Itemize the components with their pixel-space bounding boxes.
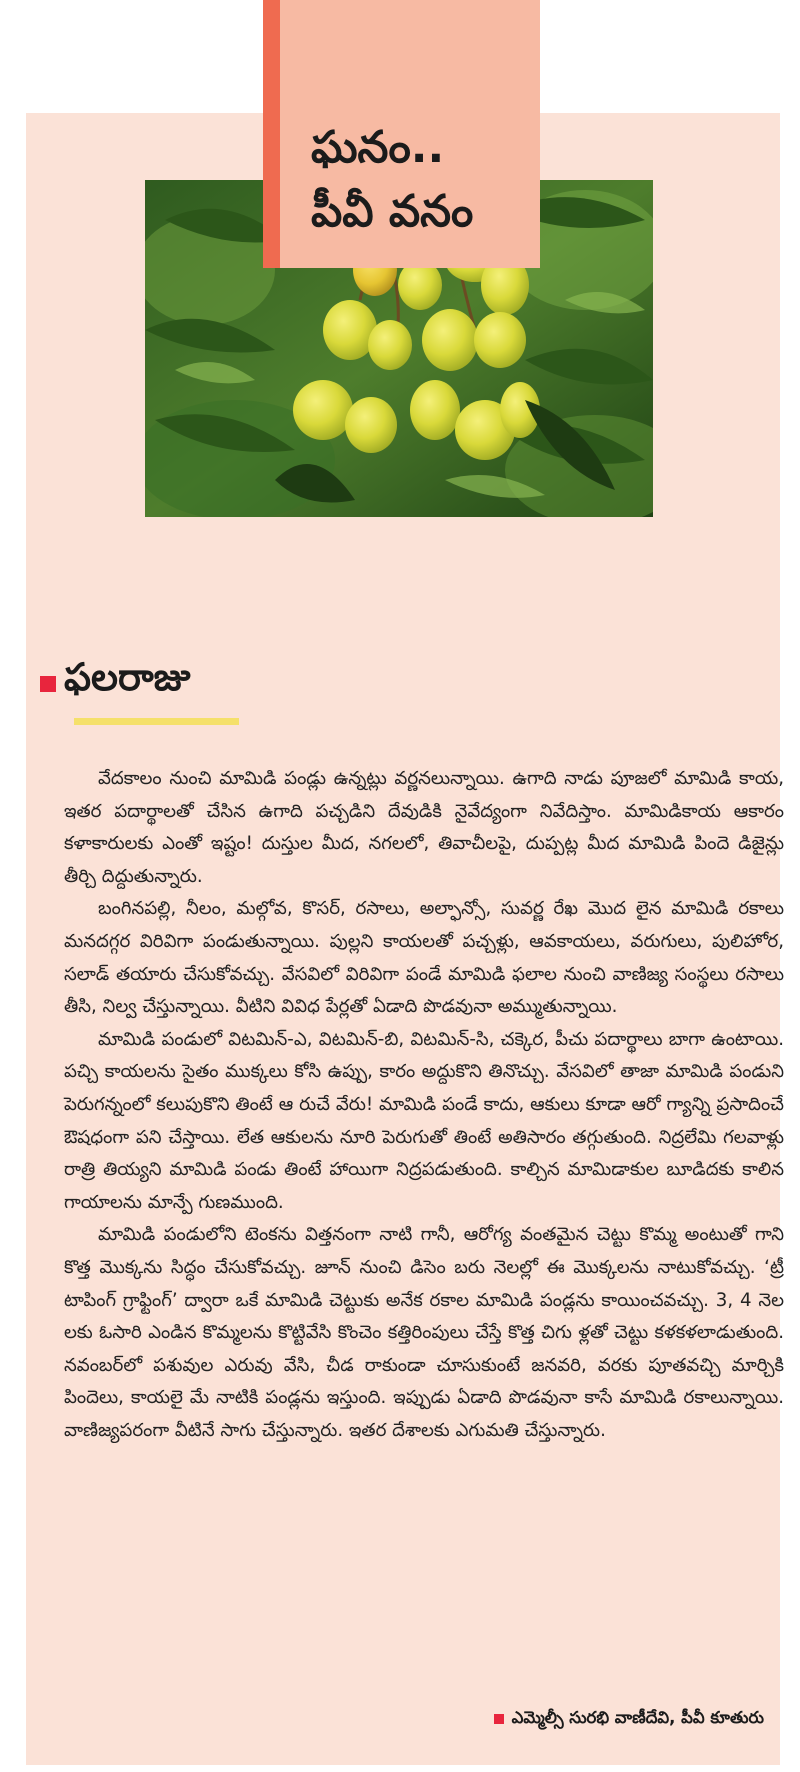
title-box bbox=[263, 0, 540, 268]
article-paragraph: మామిడి పండులోని టెంకను విత్తనంగా నాటి గానీ, ఆరోగ్య వంతమైన చెట్టు కొమ్మ అంటుతో గాని కొత్త మొక్కను సిద్ధం చేసుకోవచ్చు. జూన్ నుంచి డిసెం బరు నెలల్లో ఈ మొక్కలను నాటుకోవచ్చు. ‘ట్రీ టాపింగ్ గ్రాఫ్టింగ్’ ద్వారా ఒకే మామిడి చెట్టుకు అనేక రకాల మామిడి పండ్లను కాయించవచ్చు. 3, 4 నెల లకు ఓసారి ఎండిన కొమ్మలను కొట్టివేసి కొంచెం కత్తిరింపులు చేస్తే కొత్త చిగు ళ్లతో చెట్టు కళకళలాడుతుంది. నవంబర్‌లో పశువుల ఎరువు వేసి, చీడ రాకుండా చూసుకుంటే జనవరి, వరకు పూతవచ్చి మార్చికి పిందెలు, కాయలై మే నాటికి పండ్లను ఇస్తుంది. ఇప్పుడు ఏడాది పొడవునా కాసే మామిడి రకాలున్నాయి. వాణిజ్యపరంగా వీటినే సాగు చేస్తున్నారు. ఇతర దేశాలకు ఎగుమతి చేస్తున్నారు. bbox=[64, 1224, 784, 1441]
article-body bbox=[64, 763, 784, 1447]
page-title-line-1: ఘనం.. bbox=[311, 122, 445, 173]
article-paragraph: మామిడి పండులో విటమిన్-ఎ, విటమిన్-బి, విటమిన్-సి, చక్కెర, పీచు పదార్థాలు బాగా ఉంటాయి. పచ్చి కాయలను సైతం ముక్కలు కోసి ఉప్పు, కారం అద్దుకొని తినొచ్చు. వేసవిలో తాజా మామిడి పండుని పెరుగన్నంలో కలుపుకొని తింటే ఆ రుచే వేరు! మామిడి పండే కాదు, ఆకులు కూడా ఆరో గ్యాన్ని ప్రసాదించే ఔషధంగా పని చేస్తాయి. లేత ఆకులను నూరి పెరుగుతో తింటే అతిసారం తగ్గుతుంది. నిద్రలేమి గలవాళ్లు రాత్రి తియ్యని మామిడి పండు తింటే హాయిగా నిద్రపడుతుంది. కాల్చిన మామిడాకుల బూడిదకు కాలిన గాయాలను మాన్పే గుణముంది. bbox=[64, 1028, 784, 1213]
heading-marker bbox=[40, 676, 56, 692]
title-accent-bar bbox=[263, 0, 280, 268]
page-title-line-2: పీవీ వనం bbox=[311, 186, 474, 237]
byline-marker bbox=[494, 1714, 504, 1724]
author-byline bbox=[494, 1708, 764, 1731]
article-paragraph: బంగినపల్లి, నీలం, మల్గోవ, కొసర్, రసాలు, అల్ఫాన్సో, సువర్ణ రేఖ మొద లైన మామిడి రకాలు మనదగ్గర విరివిగా పండుతున్నాయి. పుల్లని కాయలతో పచ్చళ్లు, ఆవకాయలు, వరుగులు, పులిహోర, సలాడ్ తయారు చేసుకోవచ్చు. వేసవిలో విరివిగా పండే మామిడి ఫలాల నుంచి వాణిజ్య సంస్థలు రసాలు తీసి, నిల్వ చేస్తున్నాయి. వీటిని వివిధ పేర్లతో ఏడాది పొడవునా అమ్ముతున్నాయి. bbox=[64, 898, 784, 1018]
article-paragraph: వేదకాలం నుంచి మామిడి పండ్లు ఉన్నట్లు వర్ణనలున్నాయి. ఉగాది నాడు పూజలో మామిడి కాయ, ఇతర పదార్థాలతో చేసిన ఉగాది పచ్చడిని దేవుడికి నైవేద్యంగా నివేదిస్తాం. మామిడికాయ ఆకారం కళాకారులకు ఎంతో ఇష్టం! దుస్తుల మీద, నగలలో, తివాచీలపై, దుప్పట్ల మీద మామిడి పిందె డిజైన్లు తీర్చి దిద్దుతున్నారు. bbox=[64, 768, 784, 887]
section-heading: ఫలరాజు bbox=[64, 655, 191, 699]
heading-underline bbox=[74, 718, 239, 725]
byline-text: ఎమ్మెల్సీ సురభి వాణీదేవి, పీవీ కూతురు bbox=[511, 1708, 764, 1727]
